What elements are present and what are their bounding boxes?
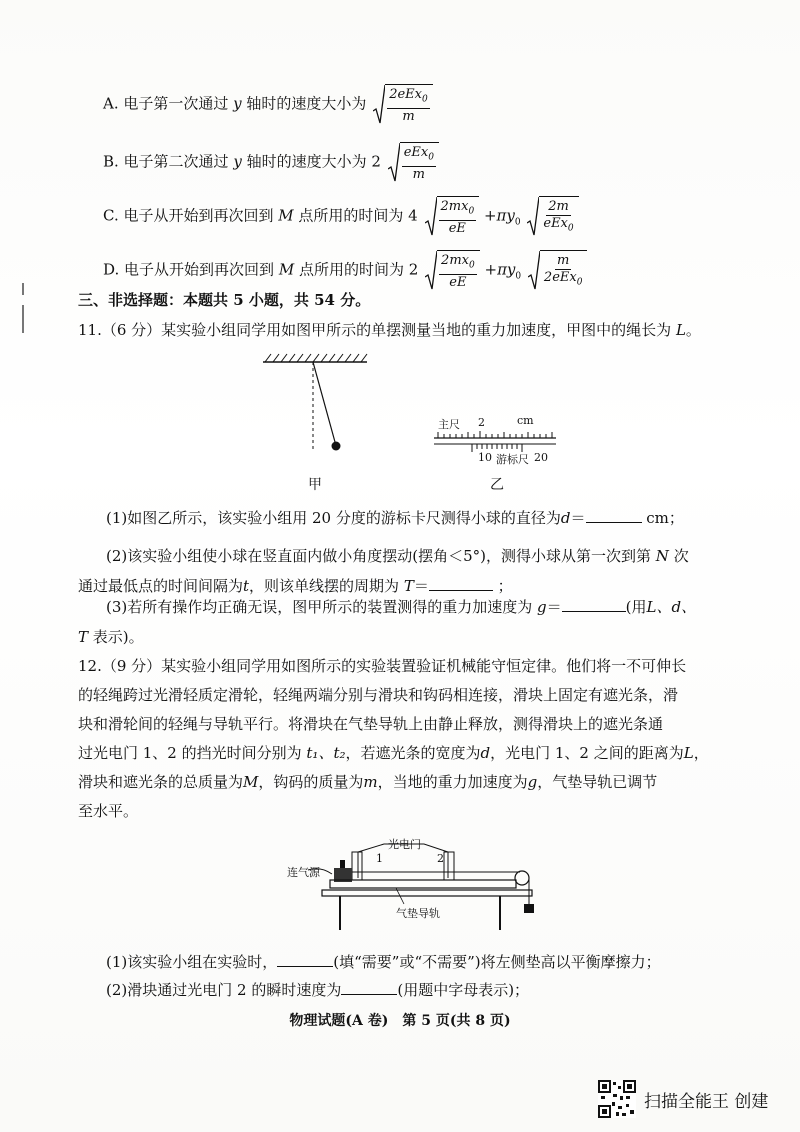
option-c: C. 电子从开始到再次回到 M 点所用的时间为 4 $\frac{2mx_0}{eE}$ $+\pi y_0$ $\frac{2m}{eEx_0}$ [103,196,579,237]
sqrt-expression: $\frac{m}{2eEx_0}$ [528,250,588,291]
q12-line2: 的轻绳跨过光滑轻质定滑轮，轻绳两端分别与滑块和钩码相连接，滑块上固定有遮光条，滑 [78,686,679,704]
sqrt-expression: $\frac{2m}{eEx_0}$ [527,196,578,237]
q12-line6: 至水平。 [78,802,139,820]
q11-part3: (3)若所有操作均正确无误，图甲所示的装置测得的重力加速度为 g＝ (用L、d、 [106,598,697,616]
q12-line1: 12.（9 分）某实验小组同学用如图所示的实验装置验证机械能守恒定律。他们将一不可伸长 [78,657,687,675]
exam-page: A. 电子第一次通过 y 轴时的速度大小为 $\frac{2eEx_0}{m}$ B. 电子第二次通过 y 轴时的速度大小为 2 $\frac{eEx_0}{m}$ C. 电子从开始到再次回到 M 点所用的时间为 4 $\frac{2mx_0}{eE}$ $+\pi y_0$ $\frac{2m}{eEx_0}$ D. 电子从开始到再次回到 M 点所用的时间为 2 $\frac{2mx_0}{eE}$ $+\pi y_0$ $\frac{m}{2eEx_0}$ 三、非选择题：本题共 5 小题，共 54 分。 11.（6 分）某实验小组同学用如图甲所示的单摆测量当地的重力加速度，甲图中的绳长为 L。 甲 主尺 2 cm 10 游标尺 20 乙 (1)如图乙所示，该实验小组用 20 分度的游标卡尺测得小球的直径为d＝ cm； (2)该实验小组使小球在竖直面内做小角度摆动(摆角＜5°)，测得小球从第一次到第 N 次 通过最低点的时间间隔为t，则该单线摆的周期为 T＝ ； (3)若所有操作均正确无误，图甲所示的装置测得的重力加速度为 g＝ (用L、d、 T 表示)。 12.（9 分）某实验小组同学用如图所示的实验装置验证机械能守恒定律。他们将一不可伸长 的轻绳跨过光滑轻质定滑轮，轻绳两端分别与滑块和钩码相连接，滑块上固定有遮光条，滑 块和滑轮间的轻绳与导轨平行。将滑块在气垫导轨上由静止释放，测得滑块上的遮光条通 过光电门 1、2 的挡光时间分别为 t₁、t₂，若遮光条的宽度为d，光电门 1、2 之间的距离为L， 滑块和遮光条的总质量为M，钩码的质量为m，当地的重力加速度为g，气垫导轨已调节 至水平。 光电门 1 2 连气源 气垫导轨 (1)该实验小组在实验时， (填“需要”或“不需要”)将左侧垫高以平衡摩擦力； (2)滑块通过光电门 2 的瞬时速度为 (用题中字母表示)； 物理试题(A 卷) 第 5 页(共 8 页) 扫描全能王 创建 [0,0,800,1132]
option-d: D. 电子从开始到再次回到 M 点所用的时间为 2 $\frac{2mx_0}{eE}$ $+\pi y_0$ $\frac{m}{2eEx_0}$ [103,250,587,291]
answer-blank[interactable] [341,980,397,995]
answer-blank[interactable] [277,952,333,967]
q12-line3: 块和滑轮间的轻绳与导轨平行。将滑块在气垫导轨上由静止释放，测得滑块上的遮光条通 [78,715,664,733]
page-footer: 物理试题(A 卷) 第 5 页(共 8 页) [289,1013,511,1029]
q12-line5: 滑块和遮光条的总质量为M，钩码的质量为m，当地的重力加速度为g，气垫导轨已调节 [78,773,658,791]
option-a: A. 电子第一次通过 y 轴时的速度大小为 $\frac{2eEx_0}{m}$ [103,84,433,125]
answer-blank[interactable] [429,576,493,591]
scanner-watermark [598,1080,768,1118]
scanner-watermark-text: 扫描全能王 创建 [644,1091,769,1112]
q11-part3-cont: T 表示)。 [78,628,144,646]
q11-intro: 11.（6 分）某实验小组同学用如图甲所示的单摆测量当地的重力加速度，甲图中的绳长为 L。 [78,321,701,339]
answer-blank[interactable] [586,508,642,523]
section-heading: 三、非选择题：本题共 5 小题，共 54 分。 [78,291,371,309]
fig-label-jia: 甲 [308,477,322,493]
pendulum-figure [255,350,375,460]
q12-part2: (2)滑块通过光电门 2 的瞬时速度为 (用题中字母表示)； [106,981,530,999]
q11-part2: (2)该实验小组使小球在竖直面内做小角度摆动(摆角＜5°)，测得小球从第一次到第 N 次 [106,547,689,565]
sqrt-expression: $\frac{2mx_0}{eE}$ [425,196,480,237]
answer-blank[interactable] [562,597,626,612]
q11-part1: (1)如图乙所示，该实验小组用 20 分度的游标卡尺测得小球的直径为d＝ cm； [106,509,684,527]
sqrt-expression: $\frac{2mx_0}{eE}$ [425,250,480,291]
q12-part1: (1)该实验小组在实验时， (填“需要”或“不需要”)将左侧垫高以平衡摩擦力； [106,953,661,971]
qr-code-icon [598,1080,636,1118]
q11-part2-cont: 通过最低点的时间间隔为t，则该单线摆的周期为 T＝ ； [78,577,513,595]
margin-mark [22,283,24,295]
sqrt-expression: $\frac{eEx_0}{m}$ [388,142,439,183]
q12-line4: 过光电门 1、2 的挡光时间分别为 t₁、t₂，若遮光条的宽度为d，光电门 1、2 之间的距离为L， [78,744,709,762]
fig-label-yi: 乙 [490,477,504,493]
option-b: B. 电子第二次通过 y 轴时的速度大小为 2 $\frac{eEx_0}{m}$ [103,142,439,183]
margin-mark [22,305,24,333]
sqrt-expression: $\frac{2eEx_0}{m}$ [373,84,433,125]
